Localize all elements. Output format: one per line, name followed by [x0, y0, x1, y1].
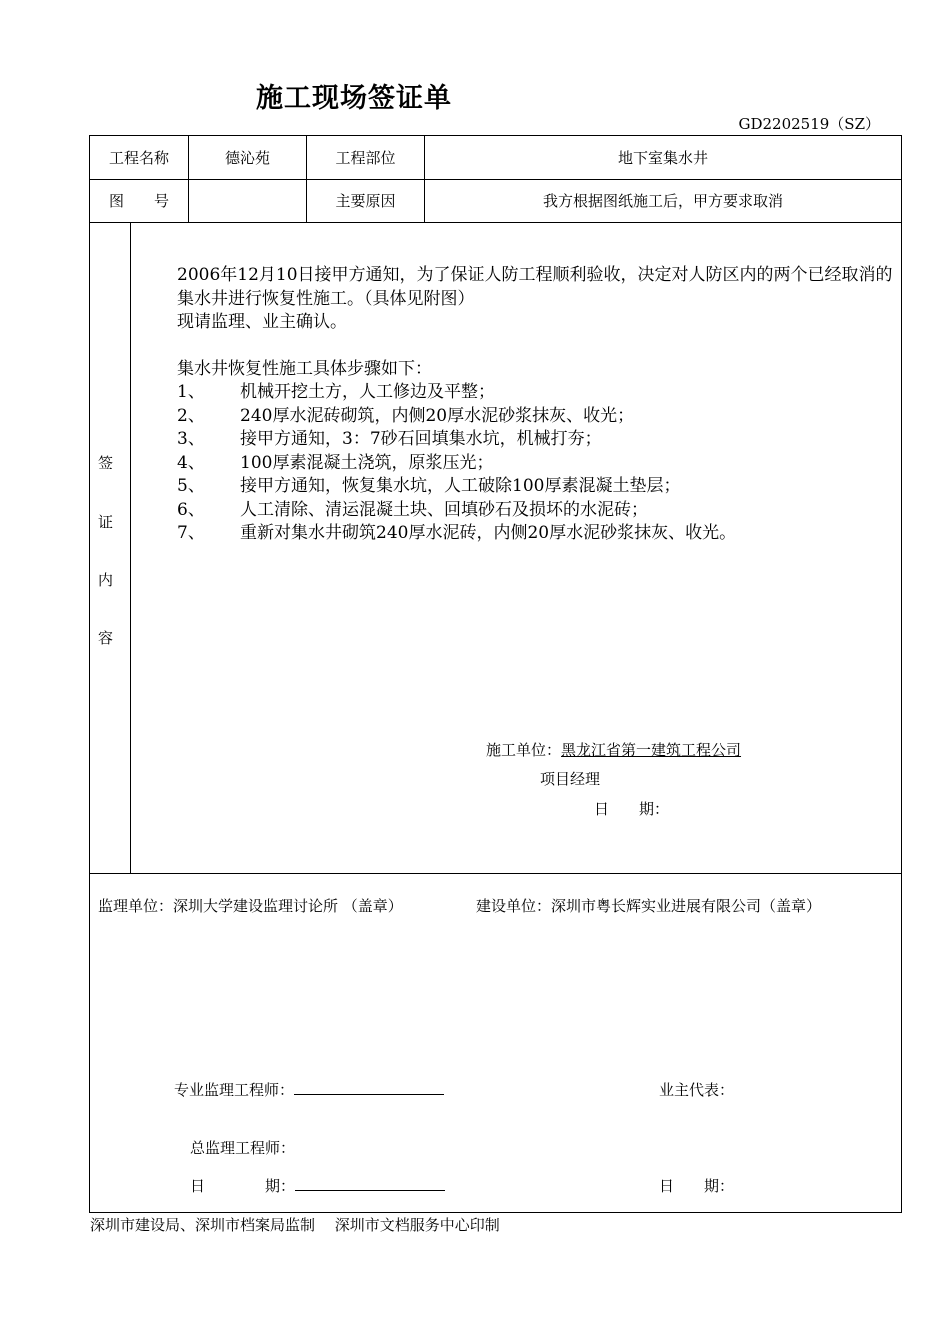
- content-date-label: 日 期：: [594, 800, 670, 818]
- steps-list: [140, 381, 895, 546]
- table-bottom-border: [89, 1212, 902, 1213]
- content-paragraph: 2006年12月10日接甲方通知，为了保证人防工程顺利验收，决定对人防区内的两个已经取消的集水井进行恢复性施工。（具体见附图）: [177, 265, 893, 309]
- drawing-no-label: 图 号: [108, 192, 169, 210]
- list-item: 6、 人工清除、清运混凝土块、回填砂石及损坏的水泥砖；: [177, 499, 648, 520]
- pro-engineer-label: 专业监理工程师：: [174, 1081, 295, 1099]
- list-item: 1、 机械开挖土方，人工修边及平整；: [177, 382, 495, 402]
- row-divider: [89, 873, 902, 874]
- project-name-label: 工程名称: [108, 148, 169, 167]
- table-left-border: [89, 135, 90, 1213]
- owner-rep-label: 业主代表：: [659, 1081, 735, 1099]
- chief-engineer-label: 总监理工程师：: [190, 1139, 296, 1157]
- list-item: 4、 100厚素混凝土浇筑，原浆压光；: [177, 452, 494, 473]
- main-reason-label: 主要原因: [335, 192, 396, 210]
- row-divider: [89, 222, 902, 223]
- content-label-char: 证: [98, 513, 114, 531]
- project-name-value: 德沁苑: [224, 148, 270, 167]
- content-paragraph: 现请监理、业主确认。: [177, 312, 347, 332]
- list-item: 5、 接甲方通知，恢复集水坑，人工破除100厚素混凝土垫层；: [177, 476, 681, 496]
- list-item: 2、 240厚水泥砖砌筑，内侧20厚水泥砂浆抹灰、收光；: [177, 405, 635, 426]
- table-right-border: [901, 135, 902, 1213]
- pro-engineer-line: [174, 1079, 444, 1100]
- bottom-date-left: [190, 1175, 445, 1196]
- pro-engineer-signature-field[interactable]: [294, 1080, 444, 1095]
- main-reason-value: 我方根据图纸施工后，甲方要求取消: [542, 192, 783, 210]
- drawing-no-value: [189, 179, 306, 222]
- contractor-line: [486, 739, 741, 760]
- owner-unit: 建设单位：深圳市粤长辉实业进展有限公司（盖章）: [476, 897, 822, 915]
- date-left-field[interactable]: [295, 1176, 445, 1191]
- document-code: GD2202519（SZ）: [738, 115, 880, 133]
- content-label-char: 内: [98, 571, 114, 589]
- project-manager-label: 项目经理: [540, 770, 601, 788]
- contractor-name: 黑龙江省第一建筑工程公司: [561, 741, 742, 759]
- footer-text: 深圳市建设局、深圳市档案局监制 深圳市文档服务中心印制: [90, 1216, 500, 1234]
- visa-content: [140, 264, 895, 546]
- project-part-value: 地下室集水井: [617, 148, 708, 167]
- date-left-label: 日 期：: [190, 1177, 296, 1195]
- content-label-char: 容: [98, 629, 114, 647]
- list-item: 7、 重新对集水井砌筑240厚水泥砖，内侧20厚水泥砂浆抹灰、收光。: [177, 523, 737, 543]
- list-item: 3、 接甲方通知，3：7砂石回填集水坑，机械打夯；: [177, 429, 602, 449]
- supervisor-unit: 监理单位：深圳大学建设监理讨论所 （盖章）: [98, 897, 403, 915]
- steps-title: 集水井恢复性施工具体步骤如下：: [177, 358, 432, 379]
- date-right-label: 日 期：: [659, 1177, 735, 1195]
- page-title: 施工现场签证单: [256, 83, 452, 114]
- project-part-label: 工程部位: [335, 148, 396, 167]
- column-divider: [130, 222, 131, 874]
- content-label-char: 签: [98, 454, 114, 472]
- contractor-label: 施工单位：: [486, 741, 562, 759]
